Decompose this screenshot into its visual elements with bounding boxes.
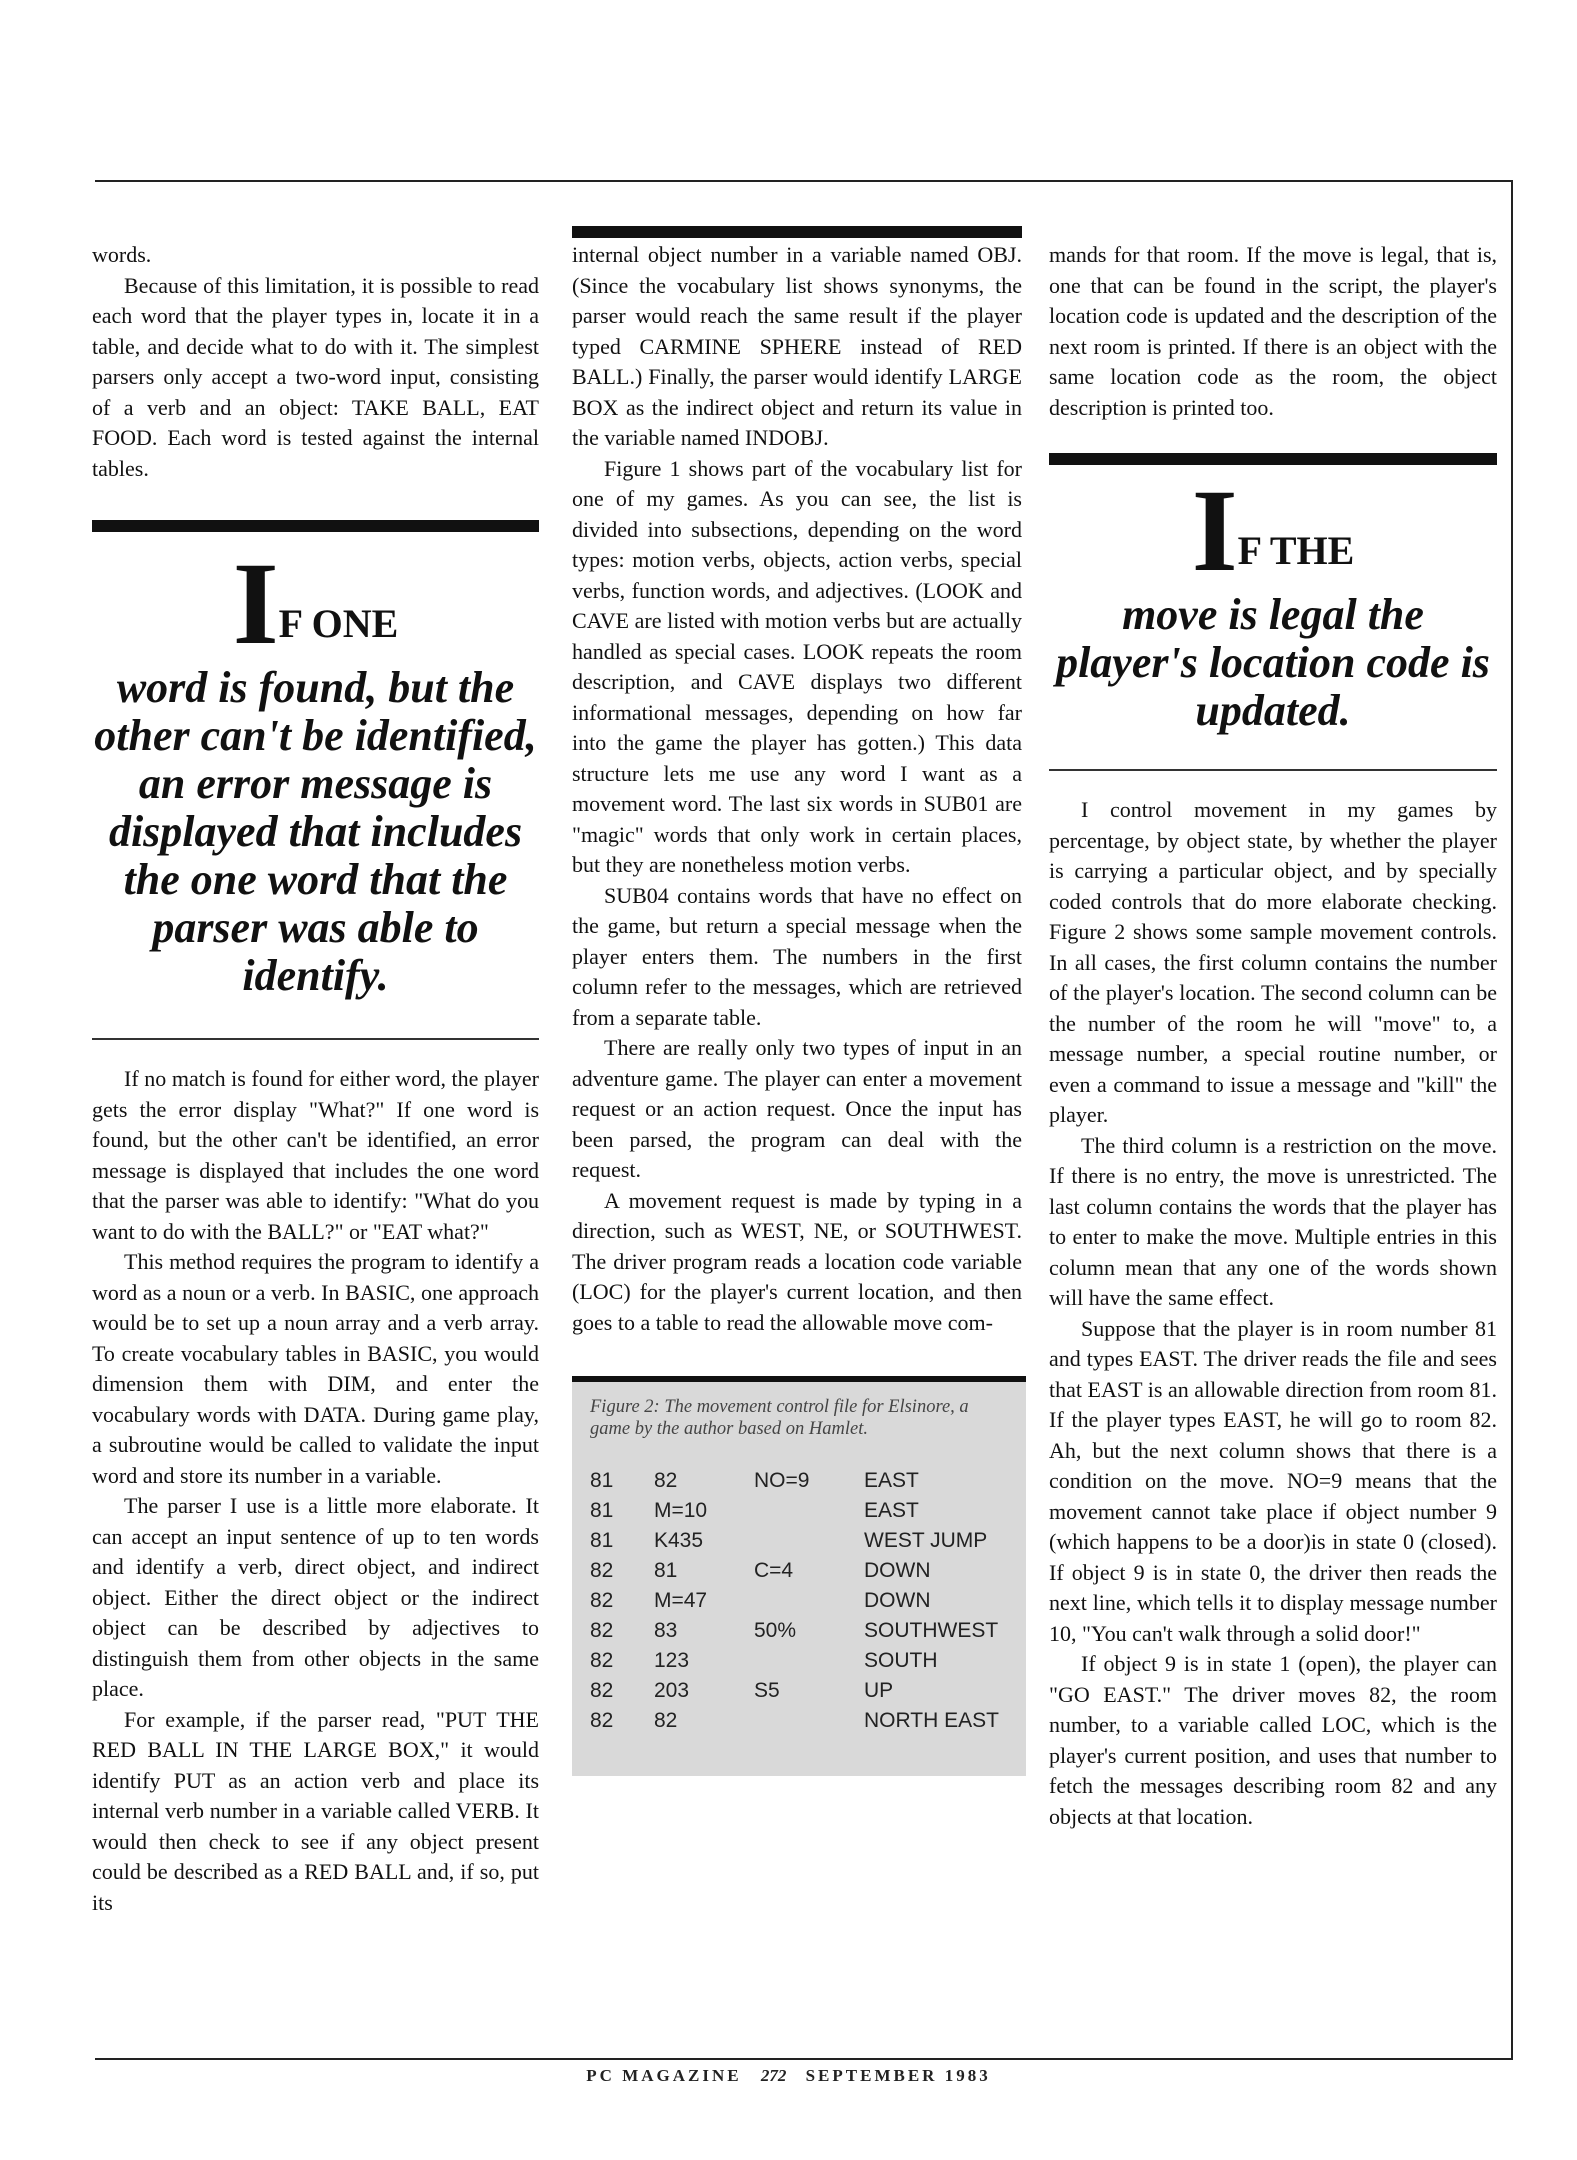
- paragraph: words.: [92, 242, 152, 267]
- figure-cell: DOWN: [864, 1559, 931, 1582]
- right-frame-rule: [1511, 180, 1513, 2060]
- figure-cell: 82: [590, 1679, 614, 1702]
- page-footer: [0, 2066, 1577, 2086]
- paragraph: For example, if the parser read, "PUT THE RED BALL IN THE LARGE BOX," it would identify PUT as an action verb and place its internal verb number in a variable called VERB. It would then check to see if any object present could be described as a RED BALL and, if so, put its: [92, 1706, 539, 1915]
- footer-date: SEPTEMBER 1983: [805, 2066, 991, 2085]
- figure-cell: [754, 1526, 864, 1556]
- figure-cell: [754, 1706, 864, 1736]
- paragraph: If no match is found for either word, the player gets the error display "What?" If one word is found, but the other can't be identified, an error message is displayed that includes the one word that the parser was able to identify: "What do you want to do with the BALL?" or "EAT what?": [92, 1066, 539, 1244]
- figure-row: [590, 1706, 1010, 1736]
- paragraph: If object 9 is in state 1 (open), the player can "GO EAST." The driver moves 82, the room number, to a variable called LOC, which is the player's current position, and uses that number to fetch the messages describing room 82 and any objects at that location.: [1049, 1651, 1497, 1829]
- figure-row: [590, 1466, 1010, 1496]
- figure-row: [590, 1526, 1010, 1556]
- figure-cell: [754, 1496, 864, 1526]
- figure-cell: 81: [590, 1529, 614, 1552]
- figure-cell: [754, 1586, 864, 1616]
- pullquote-lead: F ONE: [278, 601, 399, 646]
- pullquote-initial: I: [232, 538, 279, 669]
- pullquote-initial: I: [1191, 465, 1238, 596]
- column-1: [92, 240, 539, 1918]
- figure-cell: 82: [654, 1709, 678, 1732]
- paragraph: The parser I use is a little more elaborate. It can accept an input sentence of up to ten words and identify a verb, direct object, and indirect object. Either the direct object or the indirect object can be described by adjectives to distinguish them from other objects in the same place.: [92, 1493, 539, 1701]
- figure-row: [590, 1586, 1010, 1616]
- pullquote-text: word is found, but the other can't be identified, an error message is displayed that includes the one word that the parser was able to identify.: [94, 663, 537, 1000]
- figure-cell: M=47: [654, 1589, 708, 1612]
- figure-cell: K435: [654, 1529, 704, 1552]
- pullquote-bottom-rule: [1049, 769, 1497, 771]
- figure-cell: 82: [590, 1709, 614, 1732]
- figure-cell: [754, 1646, 864, 1676]
- figure-cell: 203: [654, 1679, 690, 1702]
- figure-row: [590, 1676, 1010, 1706]
- pullquote-top-bar: [92, 520, 539, 532]
- figure-cell: S5: [754, 1679, 780, 1702]
- paragraph: This method requires the program to identify a word as a noun or a verb. In BASIC, one approach would be to set up a noun array and a verb array. To create vocabulary tables in BASIC, you would dimension them with DIM, and enter the vocabulary words with DATA. During game play, a subroutine would be called to validate the input word and store its number in a variable.: [92, 1249, 539, 1488]
- pullquote-text: move is legal the player's location code is updated.: [1056, 590, 1490, 735]
- figure-cell: NO=9: [754, 1469, 810, 1492]
- figure-cell: NORTH EAST: [864, 1709, 999, 1732]
- figure-cell: EAST: [864, 1499, 919, 1522]
- figure-cell: UP: [864, 1679, 894, 1702]
- figure-cell: 81: [590, 1469, 614, 1492]
- figure-cell: 81: [590, 1499, 614, 1522]
- figure-cell: 82: [590, 1619, 614, 1642]
- figure-row: [590, 1646, 1010, 1676]
- pullquote-bottom-rule: [92, 1038, 539, 1040]
- column-top-bar: [572, 226, 1022, 238]
- footer-page-number: 272: [760, 2066, 787, 2085]
- footer-magazine: PC MAGAZINE: [586, 2066, 742, 2085]
- figure-cell: 83: [654, 1619, 678, 1642]
- figure-cell: 82: [654, 1469, 678, 1492]
- figure-row: [590, 1616, 1010, 1646]
- paragraph: mands for that room. If the move is legal, that is, one that can be found in the script, the player's location code is updated and the description of the next room is printed. If there is an object with the same location code as the room, the object description is printed too.: [1049, 242, 1497, 420]
- paragraph: The third column is a restriction on the move. If there is no entry, the move is unrestricted. The last column contains the words that the player has to enter to make the move. Multiple entries in this column mean that any one of the words shown will have the same effect.: [1049, 1132, 1497, 1310]
- pullquote-top-bar: [1049, 453, 1497, 465]
- figure-cell: SOUTH: [864, 1649, 938, 1672]
- figure-cell: 123: [654, 1649, 690, 1672]
- figure-cell: 82: [590, 1649, 614, 1672]
- figure-cell: WEST JUMP: [864, 1529, 988, 1552]
- figure-cell: DOWN: [864, 1589, 931, 1612]
- figure-cell: M=10: [654, 1499, 708, 1522]
- paragraph: Because of this limitation, it is possible to read each word that the player types in, locate it in a table, and decide what to do with it. The simplest parsers only accept a two-word input, consisting of a verb and an object: TAKE BALL, EAT FOOD. Each word is tested against the internal tables.: [92, 272, 539, 481]
- figure-cell: 82: [590, 1559, 614, 1582]
- figure-cell: 50%: [754, 1619, 797, 1642]
- figure-cell: SOUTHWEST: [864, 1619, 999, 1642]
- paragraph: Suppose that the player is in room number 81 and types EAST. The driver reads the file and sees that EAST is an allowable direction from room 81. If the player types EAST, he will go to room 82. Ah, but the next column shows that there is a condition on the move. NO=9 means that the movement cannot take place if object number 9 (which happens to be a door)is in state 0 (closed). If object 9 is in state 0, the driver then reads the next line, which tells it to display message number 10, "You can't walk through a solid door!": [1049, 1315, 1497, 1646]
- pullquote-lead: F THE: [1237, 528, 1355, 573]
- pullquote-2: [1049, 465, 1497, 735]
- figure-cell: EAST: [864, 1469, 919, 1492]
- pullquote-1: [92, 538, 539, 1000]
- figure-cell: 81: [654, 1559, 678, 1582]
- paragraph: SUB04 contains words that have no effect on the game, but return a special message when the player enters them. The numbers in the first column refer to the messages, which are retrieved from a separate table.: [572, 882, 1022, 1030]
- figure-cell: 82: [590, 1589, 614, 1612]
- paragraph: I control movement in my games by percentage, by object state, by whether the player is carrying a particular object, and by specially coded controls that do more elaborate checking. Figure 2 shows some sample movement controls. In all cases, the first column contains the number of the player's location. The second column can be the number of the room he will "move" to, a message number, a special routine number, or even a command to issue a message and "kill" the player.: [1049, 797, 1497, 1127]
- paragraph: Figure 1 shows part of the vocabulary list for one of my games. As you can see, the list is divided into subsections, depending on the word types: motion verbs, objects, action verbs, special verbs, function words, and adjectives. (LOOK and CAVE are listed with motion verbs but are actually handled as special cases. LOOK repeats the room description, and CAVE displays two different informational messages, depending on how far into the game the player has gotten.) This data structure lets me use any word I want as a movement word. The last six words in SUB01 are "magic" words that only work in certain places, but they are nonetheless motion verbs.: [572, 455, 1022, 877]
- bottom-frame-rule: [95, 2058, 1513, 2060]
- figure-table: [590, 1466, 1010, 1736]
- figure-row: [590, 1496, 1010, 1526]
- paragraph: internal object number in a variable named OBJ. (Since the vocabulary list shows synonyms, the parser would reach the same result if the player typed CARMINE SPHERE instead of RED BALL.) Finally, the parser would identify LARGE BOX as the indirect object and return its value in the variable named INDOBJ.: [572, 242, 1022, 450]
- paragraph: There are really only two types of input in an adventure game. The player can enter a movement request or an action request. Once the input has been parsed, the program can deal with the request.: [572, 1035, 1022, 1182]
- figure-2-box: [572, 1376, 1026, 1776]
- figure-row: [590, 1556, 1010, 1586]
- figure-cell: C=4: [754, 1559, 794, 1582]
- figure-caption: Figure 2: The movement control file for Elsinore, a game by the author based on Hamlet.: [590, 1397, 969, 1439]
- top-frame-rule: [95, 180, 1513, 182]
- column-3: [1049, 240, 1497, 1832]
- paragraph: A movement request is made by typing in a direction, such as WEST, NE, or SOUTHWEST. The driver program reads a location code variable (LOC) for the player's current location, and then goes to a table to read the allowable move com-: [572, 1187, 1022, 1335]
- column-2: [572, 226, 1022, 1776]
